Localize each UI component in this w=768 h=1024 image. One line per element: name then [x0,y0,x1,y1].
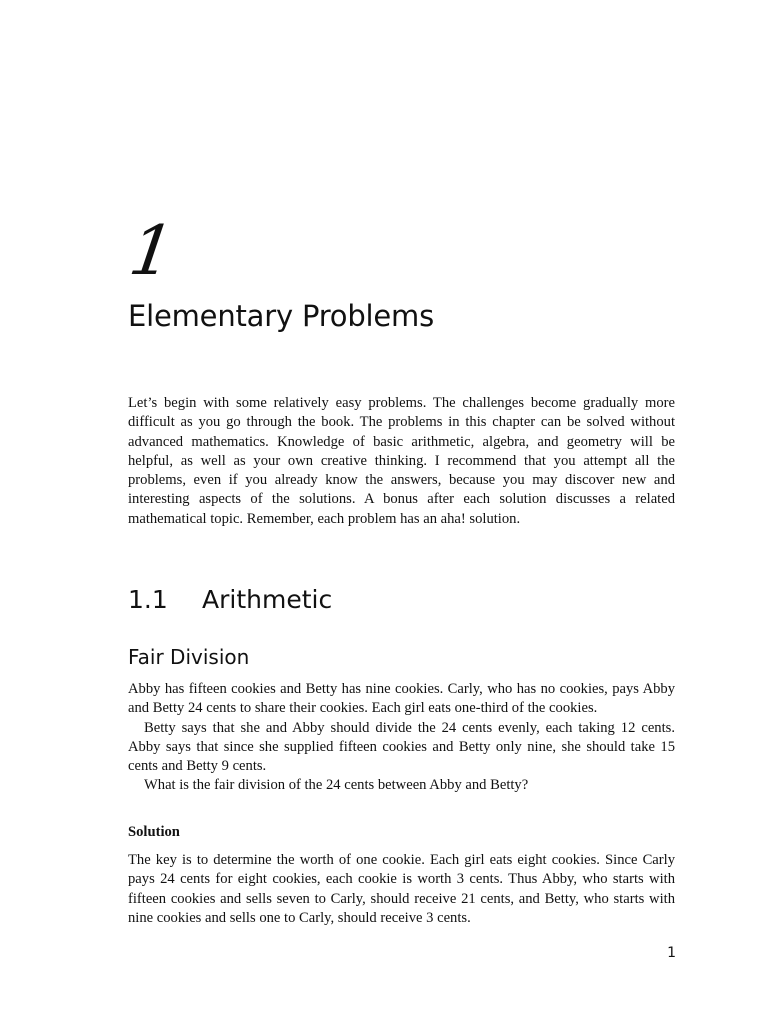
solution-heading: Solution [128,824,180,840]
chapter-title: Elementary Problems [128,299,435,333]
section-heading [128,583,332,617]
problem-paragraph: What is the fair division of the 24 cents between Abby and Betty? [144,777,529,794]
intro-paragraph: Let’s begin with some relatively easy problems. The challenges become gradually more difficult as you go through the book. The problems in this chapter can be solved without advanced mathematics. Knowledge of basic arithmetic, algebra, and geometry will be helpful, as well as your own creative thinking. I recommend that you attempt all the problems, even if you already know the answers, because you may discover new and interesting aspects of the solutions. A bonus after each solution discusses a related mathematical topic. Remember, each problem has an aha! solution. [128,395,675,527]
section-title: Arithmetic [202,585,333,614]
problem-paragraph: Abby has fifteen cookies and Betty has nine cookies. Carly, who has no cookies, pays Abby and Betty 24 cents to share their cookies. Each girl eats one-third of the cookies. [128,681,675,717]
problem-text [128,680,675,796]
problem-title: Fair Division [128,645,250,669]
chapter-number: 1 [124,212,179,291]
page-number: 1 [667,945,676,961]
problem-paragraph: Betty says that she and Abby should divide the 24 cents evenly, each taking 12 cents. Abby says that since she supplied fifteen cookies and Betty only nine, she should take 15 cents and Betty 9 cents. [128,719,675,775]
solution-paragraph: The key is to determine the worth of one cookie. Each girl eats eight cookies. Since Carly pays 24 cents for eight cookies, each cookie is worth 3 cents. Thus Abby, who starts with fifteen cookies and sells seven to Carly, should receive 21 cents, and Betty, who starts with nine cookies and sells one to Carly, should receive 3 cents. [128,852,675,926]
section-number: 1.1 [128,585,168,614]
